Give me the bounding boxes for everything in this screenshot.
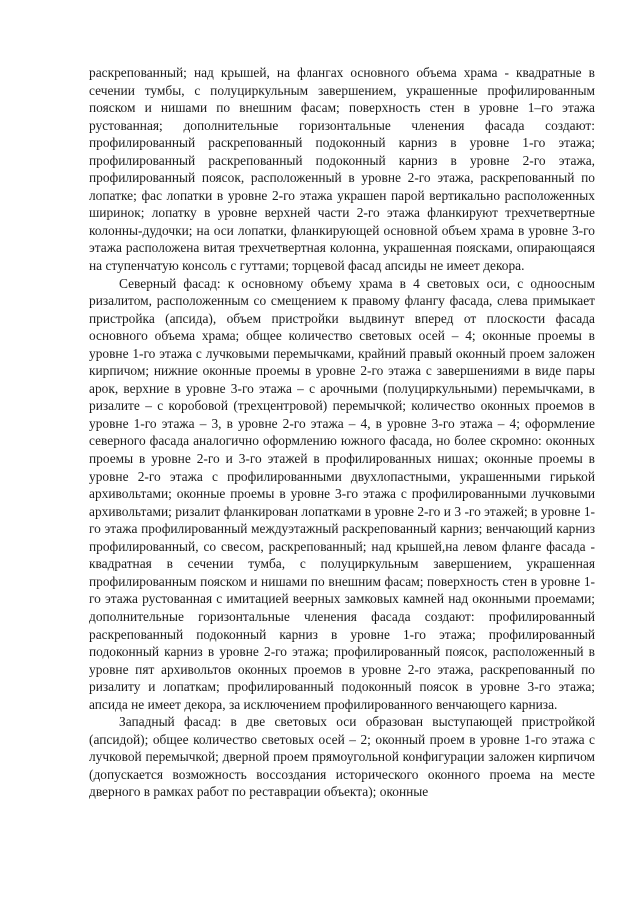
paragraph-north-facade: Северный фасад: к основному объему храма в 4 световых оси, с одноосным ризалитом, расположенным со смещением к правому флангу фасада, слева примыкает пристройка (апсида), объем пристройки выдвинут вперед от плоскости фасада основного объема храма; общее количество световых осей – 4; оконные проемы в уровне 1-го этажа с лучковыми перемычками, крайний правый оконный проем заложен кирпичом; нижние оконные проемы в уровне 2-го этажа с завершениями в виде пары арок, верхние в уровне 3-го этажа – с арочными (полуциркульными) перемычками, в ризалите – с коробовой (трехцентровой) перемычкой; количество оконных проемов в уровне 1-го этажа – 3, в уровне 2-го этажа – 4, в уровне 3-го этажа – 4; оформление северного фасада аналогично оформлению южного фасада, но более скромно: оконных проемы в уровне 2-го и 3-го этажей в профилированных нишах; оконные проемы в уровне 2-го этажа с профилированными двухлопастными, украшенными гирькой архивольтами; оконные проемы в уровне 3-го этажа с профилированными лучковыми архивольтами; ризалит фланкирован лопатками в уровне 2-го и 3 -го этажей; в уровне 1-го этажа профилированный междуэтажный раскрепованный карниз; венчающий карниз профилированный, со свесом, раскрепованный; над крышей,на левом фланге фасада - квадратная в сечении тумба, с полуциркульным завершением, украшенная профилированным пояском и нишами по внешним фасам; поверхность стен в уровне 1-го этажа рустованная с имитацией веерных замковых камней над оконными проемами; дополнительные горизонтальные членения фасада создают: профилированный раскрепованный подоконный карниз в уровне 1-го этажа; профилированный подоконный карниз в уровне 2-го этажа; профилированный поясок, расположенный в уровне пят архивольтов оконных проемов в уровне 2-го этажа, раскрепованный по ризалиту и лопаткам; профилированный подоконный поясок в уровне 3-го этажа; апсида не имеет декора, за исключением профилированного венчающего карниза. xyxy=(89,275,595,712)
paragraph-west-facade: Западный фасад: в две световых оси образован выступающей пристройкой (апсидой); общее количество световых осей – 2; оконный проем в уровне 1-го этажа с лучковой перемычкой; дверной проем прямоугольной конфигурации заложен кирпичом (допускается возможность воссоздания исторического оконного проема на месте дверного в рамках работ по реставрации объекта); оконные xyxy=(89,714,595,800)
paragraph-south-facade-end: раскрепованный; над крышей, на флангах основного объема храма - квадратные в сечении тумбы, с полуциркульным завершением, украшенные профилированным пояском и нишами по внешним фасам; поверхность стен в уровне 1–го этажа рустованная; дополнительные горизонтальные членения фасада создают: профилированный раскрепованный подоконный карниз в уровне 1-го этажа; профилированный раскрепованный подоконный карниз в уровне 2-го этажа, профилированный поясок, расположенный в уровне 2-го этажа, раскрепованный по лопатке; фас лопатки в уровне 2-го этажа украшен парой вертикально расположенных ширинок; лопатку в уровне верхней части 2-го этажа фланкируют трехчетвертные колонны-дудочки; на оси лопатки, фланкирующей основной объем храма в уровне 3-го этажа расположена витая трехчетвертная колонна, украшенная поясками, опирающаяся на ступенчатую консоль с гуттами; торцевой фасад апсиды не имеет декора. xyxy=(89,65,595,274)
document-body xyxy=(89,64,595,801)
